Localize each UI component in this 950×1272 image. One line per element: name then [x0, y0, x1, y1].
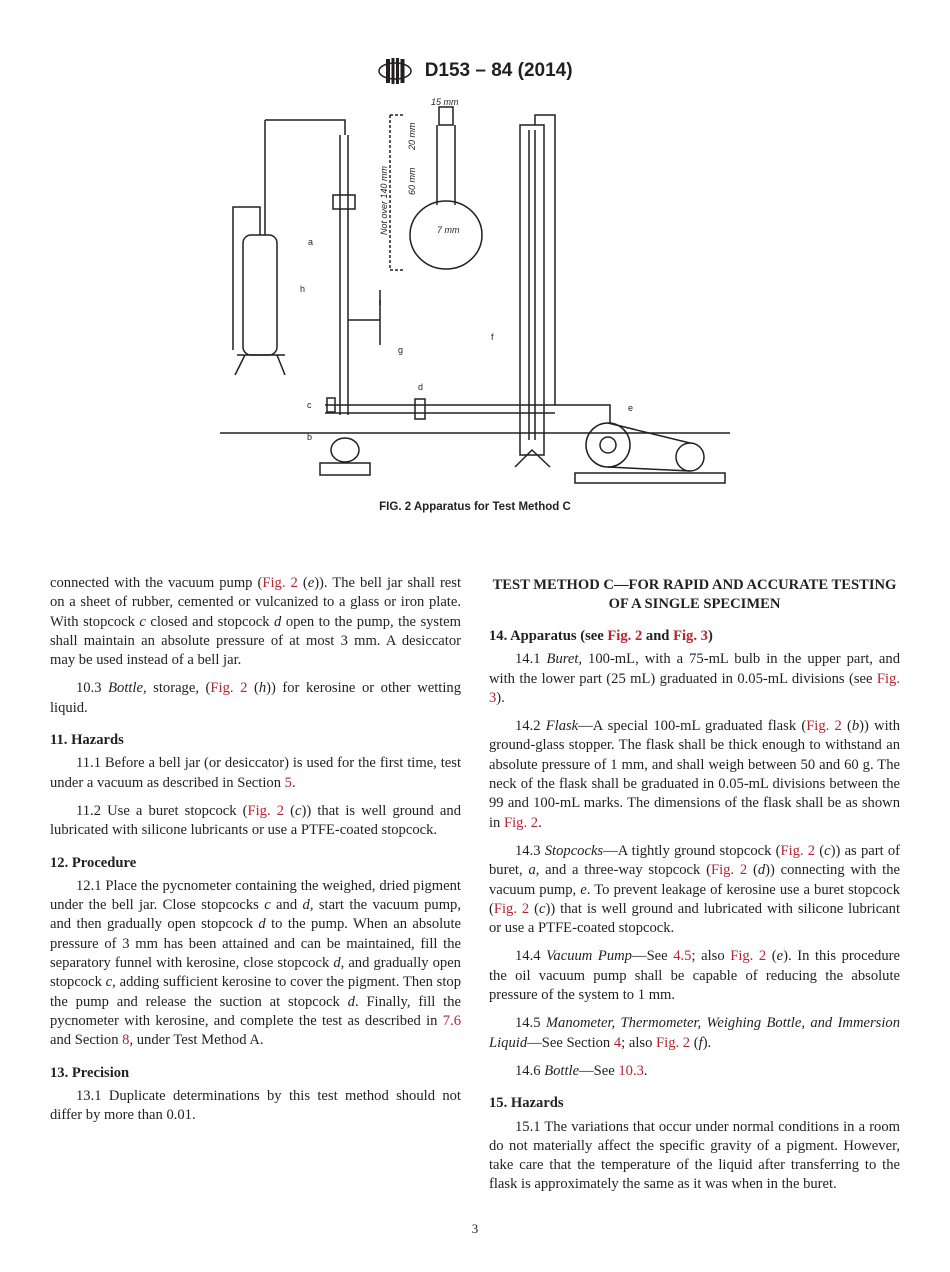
text: —See Section	[527, 1034, 614, 1051]
section-heading	[489, 576, 900, 614]
cross-reference-link[interactable]: Fig. 2	[780, 842, 816, 859]
text: 100-mL, with a 75-mL bulb in the upper part, and with the lower part (25 mL) graduated in 0.05-mL divisions (see	[489, 651, 900, 687]
text: ). In this procedure the oil vacuum pump shall be capable of reducing the absolute pressure of the system to 1 mm.	[489, 948, 900, 1004]
text: ).	[702, 1034, 712, 1051]
paragraph	[50, 802, 461, 841]
cross-reference-link[interactable]: Fig. 2	[504, 814, 539, 831]
cross-reference-link[interactable]: Fig. 2	[656, 1034, 691, 1051]
italic-text: Bottle	[544, 1062, 580, 1079]
page-number: 3	[471, 1221, 479, 1236]
section-heading	[489, 1094, 900, 1113]
italic-text: Buret,	[546, 651, 583, 668]
italic-text: Bottle,	[108, 680, 147, 697]
text: 14. Apparatus (see	[489, 628, 608, 644]
text: (	[841, 718, 852, 735]
cross-reference-link[interactable]: Fig. 2	[493, 900, 530, 917]
cross-reference-link[interactable]: 10.3	[618, 1062, 644, 1079]
text: ))	[859, 718, 869, 735]
italic-text: c	[295, 802, 302, 819]
text: (	[815, 842, 825, 859]
text: , and gradually open stopcock	[50, 955, 461, 991]
paragraph	[489, 1062, 900, 1081]
page-header	[0, 56, 950, 86]
paragraph	[50, 754, 461, 793]
italic-text: d	[347, 993, 355, 1010]
italic-text: c	[264, 897, 271, 914]
section-heading	[489, 627, 900, 646]
label-h: h	[300, 284, 306, 294]
text: 13.1 Duplicate determinations by this test method should not differ by more than 0.01.	[50, 1087, 461, 1124]
text: 11. Hazards	[50, 732, 124, 749]
cross-reference-link[interactable]: Fig. 2	[210, 680, 248, 697]
italic-text: Vacuum Pump	[546, 948, 632, 965]
text: )	[707, 628, 713, 644]
text: storage, (	[146, 680, 211, 697]
text: 14.2	[515, 718, 546, 735]
label-g: g	[398, 345, 404, 355]
italic-text: a	[528, 862, 536, 879]
text: 12. Procedure	[50, 854, 137, 871]
text: )) for kerosine or other wetting liquid.	[50, 680, 462, 716]
text: , and a three-way stopcock (	[535, 862, 711, 879]
text: ).	[496, 689, 505, 706]
text: 15.1 The variations that occur under normal conditions in a room do not materially affect the specific gravity of a pigment. However, take care that the temperature of the liquid after transferring to the flask is approximately the same as it was when in the buret.	[489, 1118, 900, 1193]
storage-bottle-h	[243, 235, 277, 355]
cross-reference-link[interactable]: Fig. 2	[730, 948, 767, 965]
italic-text: c	[538, 900, 546, 917]
text: The bell jar shall rest on a sheet of rubber, cemented or vulcanized to a glass or iron plate. With stopcock	[50, 575, 462, 630]
italic-text: c	[139, 613, 146, 630]
text: and Section	[50, 1032, 123, 1049]
paragraph	[50, 679, 461, 718]
text: 14.6	[515, 1062, 545, 1079]
paragraph	[50, 574, 461, 670]
text: (	[747, 862, 758, 879]
dim-7mm: 7 mm	[437, 225, 460, 235]
text: , start the vacuum pump, and then gradually open stopcock	[50, 897, 461, 933]
section-heading	[50, 854, 461, 873]
dim-15mm: 15 mm	[431, 97, 459, 107]
italic-text: d	[274, 613, 282, 630]
stopcock-d	[415, 399, 425, 419]
apparatus-figure	[215, 95, 735, 495]
text: closed and stopcock	[145, 613, 275, 630]
text: )) that is well ground and lubricated with silicone lubricant or use a PTFE-coated stopcock.	[489, 900, 900, 937]
text: connected with the vacuum pump (	[50, 575, 263, 591]
dim-60mm: 60 mm	[407, 167, 417, 195]
italic-text: c	[105, 974, 113, 991]
text: —A special 100-mL graduated flask (	[578, 718, 807, 735]
text: to the pump. When an absolute pressure of 3 mm has been attained and can be maintained, fill the separatory funnel with kerosine, close stopcock	[50, 916, 462, 972]
text: (	[766, 948, 777, 965]
paragraph	[489, 717, 900, 833]
cross-reference-link[interactable]: Fig. 2	[247, 802, 285, 819]
cross-reference-link[interactable]: 4	[613, 1034, 622, 1051]
label-a: a	[308, 237, 314, 247]
text: —See	[631, 948, 674, 965]
text: .	[291, 774, 296, 791]
label-d: d	[418, 382, 424, 392]
italic-text: d	[258, 916, 266, 933]
text: 12.1 Place the pycnometer containing the weighed, dried pigment under the bell jar. Close stopcocks	[50, 877, 461, 914]
paragraph	[50, 1087, 461, 1126]
cross-reference-link[interactable]: Fig. 2	[710, 862, 748, 879]
label-b: b	[307, 432, 313, 442]
text: 11.2 Use a buret stopcock (	[76, 802, 248, 819]
text: .	[643, 1062, 648, 1079]
section-heading	[50, 1064, 461, 1083]
cross-reference-link[interactable]: 7.6	[442, 1012, 461, 1029]
cross-reference-link[interactable]: Fig. 2	[262, 575, 298, 591]
label-e: e	[628, 403, 634, 413]
text: (	[690, 1034, 699, 1051]
italic-text: d	[757, 862, 766, 879]
text: TEST METHOD C—FOR RAPID AND ACCURATE TESTING OF A SINGLE SPECIMEN	[492, 577, 897, 612]
dim-20mm: 20 mm	[407, 122, 417, 150]
text: (	[297, 575, 308, 591]
cross-reference-link[interactable]: Fig. 2	[607, 628, 643, 644]
paragraph	[489, 650, 900, 708]
text: 11.1 Before a bell jar (or desiccator) is used for the first time, test under a vacuum as described in Section	[50, 755, 461, 791]
italic-text: Stopcocks	[544, 842, 604, 859]
text: ; also	[691, 948, 731, 965]
text: .	[538, 814, 542, 831]
cross-reference-link[interactable]: 5	[284, 774, 292, 791]
text: 14.1	[515, 651, 547, 668]
italic-text: d	[302, 897, 310, 914]
cross-reference-link[interactable]: 4.5	[673, 948, 692, 965]
italic-text: d	[333, 955, 341, 972]
section-heading	[50, 731, 461, 750]
text: , under Test Method A.	[129, 1032, 264, 1049]
figure-caption: FIG. 2 Apparatus for Test Method C	[379, 501, 571, 513]
text: (	[529, 900, 539, 917]
italic-text: e	[307, 575, 315, 591]
italic-text: e	[776, 948, 784, 965]
cross-reference-link[interactable]: Fig. 2	[806, 718, 842, 735]
italic-text: h	[258, 680, 267, 697]
text: 13. Precision	[50, 1064, 130, 1081]
text: and	[270, 897, 303, 914]
paragraph	[489, 1014, 900, 1053]
text: with ground-glass stopper. The flask shall be thick enough to withstand an absolute pressure of 1 mm, and shall weigh between 50 and 60 g. The neck of the flask shall be graduated in 0.05-mL divisions between the 99 and 100-mL marks. The dimensions of the flask shall be as shown in	[489, 718, 901, 831]
text: ; also	[621, 1034, 657, 1051]
text: )) connecting with the vacuum pump,	[489, 862, 900, 898]
text: 10.3	[76, 680, 109, 697]
cross-reference-link[interactable]: 8	[122, 1032, 130, 1049]
paragraph	[489, 1118, 900, 1195]
text: , adding sufficient kerosine to cover the pigment. Then stop the pump and release the suction at stopcock	[50, 974, 461, 1010]
paragraph	[489, 947, 900, 1005]
cross-reference-link[interactable]: Fig. 3	[489, 670, 900, 706]
text: 14.3	[515, 842, 545, 859]
left-column	[50, 574, 461, 1134]
text: —A tightly ground stopcock (	[603, 842, 781, 859]
text: 15. Hazards	[489, 1095, 564, 1112]
astm-logo-icon	[377, 56, 413, 86]
cross-reference-link[interactable]: Fig. 3	[673, 628, 708, 644]
document-designation: D153 – 84 (2014)	[424, 60, 573, 81]
paragraph	[50, 877, 461, 1051]
text: 14.4	[515, 948, 547, 965]
text: and	[642, 628, 674, 644]
text: (	[247, 680, 259, 697]
italic-text: e	[580, 881, 587, 898]
italic-text: Manometer, Thermometer, Weighing Bottle, and Immersion Liquid	[489, 1015, 900, 1051]
text: )) that is well ground and lubricated with silicone lubricants or use a PTFE-coated stopcock.	[50, 802, 461, 839]
label-f: f	[491, 332, 494, 342]
italic-text: c	[824, 842, 831, 859]
text: open to the pump, the system shall maintain an absolute pressure of at most 3 mm. A desiccator may be used instead of a bell jar.	[50, 613, 461, 669]
text: )).	[314, 575, 328, 591]
dim-not-over-140mm: Not over 140 mm	[379, 165, 389, 235]
text: . Finally, fill the pycnometer with kerosine, and complete the test as described in	[50, 993, 462, 1029]
text: )) as part of buret,	[489, 842, 901, 879]
italic-text: f	[698, 1034, 703, 1051]
text: 14.5	[515, 1015, 546, 1032]
italic-text: b	[851, 718, 860, 735]
text: . To prevent leakage of kerosine use a buret stopcock (	[489, 881, 900, 917]
italic-text: Flask	[545, 718, 579, 735]
text: (	[284, 802, 296, 819]
right-column	[489, 574, 900, 1204]
paragraph	[489, 842, 900, 938]
label-c: c	[307, 400, 312, 410]
text: —See	[579, 1062, 619, 1079]
